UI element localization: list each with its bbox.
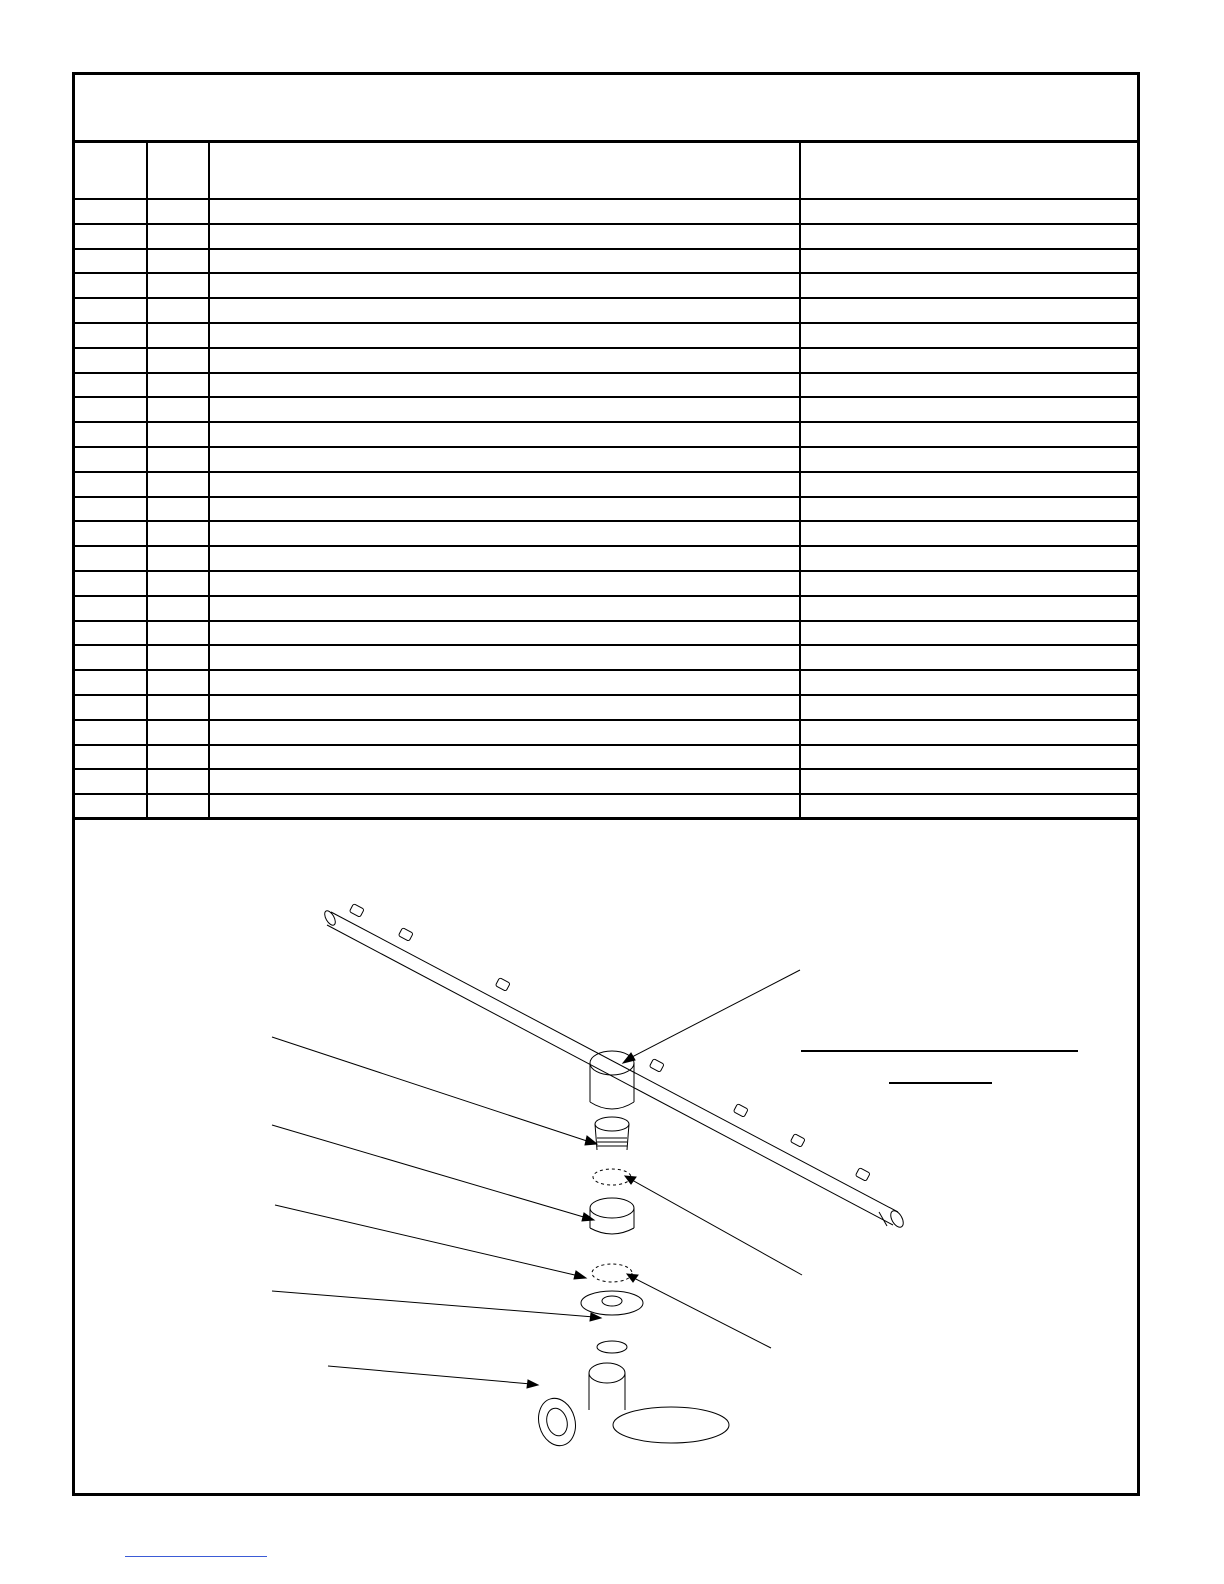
item-cell <box>75 720 147 745</box>
part-number-cell <box>800 621 1137 646</box>
description-cell <box>209 745 800 770</box>
description-cell <box>209 298 800 323</box>
item-cell <box>75 745 147 770</box>
part-number-cell <box>800 224 1137 249</box>
part-number-cell <box>800 249 1137 274</box>
part-number-cell <box>800 199 1137 224</box>
description-cell <box>209 323 800 348</box>
item-cell <box>75 546 147 571</box>
part-number-cell <box>800 670 1137 695</box>
col-header-description <box>209 143 800 199</box>
part-number-cell <box>800 397 1137 422</box>
description-cell <box>209 373 800 398</box>
title-band <box>75 75 1137 143</box>
description-cell <box>209 199 800 224</box>
table-row <box>75 695 1137 720</box>
description-cell <box>209 397 800 422</box>
item-cell <box>75 422 147 447</box>
qty-cell <box>147 794 209 819</box>
description-cell <box>209 645 800 670</box>
description-cell <box>209 224 800 249</box>
item-cell <box>75 769 147 794</box>
table-row <box>75 521 1137 546</box>
qty-cell <box>147 397 209 422</box>
description-cell <box>209 422 800 447</box>
item-cell <box>75 397 147 422</box>
wash-arm-icon <box>323 904 906 1230</box>
col-header-qty <box>147 143 209 199</box>
table-row <box>75 670 1137 695</box>
qty-cell <box>147 596 209 621</box>
part-number-cell <box>800 273 1137 298</box>
table-row <box>75 348 1137 373</box>
item-cell <box>75 472 147 497</box>
manifold-base-icon <box>533 1363 729 1450</box>
parts-list-frame <box>72 72 1140 1496</box>
part-number-cell <box>800 373 1137 398</box>
part-number-cell <box>800 447 1137 472</box>
exploded-diagram <box>75 817 1137 1493</box>
description-cell <box>209 447 800 472</box>
qty-cell <box>147 670 209 695</box>
part-number-cell <box>800 298 1137 323</box>
part-number-cell <box>800 645 1137 670</box>
description-cell <box>209 249 800 274</box>
qty-cell <box>147 249 209 274</box>
description-cell <box>209 769 800 794</box>
item-cell <box>75 273 147 298</box>
table-row <box>75 621 1137 646</box>
qty-cell <box>147 447 209 472</box>
description-cell <box>209 670 800 695</box>
description-cell <box>209 521 800 546</box>
col-header-item <box>75 143 147 199</box>
table-row <box>75 497 1137 522</box>
table-row <box>75 769 1137 794</box>
part-number-cell <box>800 422 1137 447</box>
qty-cell <box>147 621 209 646</box>
description-cell <box>209 571 800 596</box>
item-cell <box>75 224 147 249</box>
table-header-row <box>75 143 1137 199</box>
item-cell <box>75 249 147 274</box>
part-number-cell <box>800 769 1137 794</box>
item-cell <box>75 323 147 348</box>
qty-cell <box>147 273 209 298</box>
qty-cell <box>147 323 209 348</box>
qty-cell <box>147 373 209 398</box>
table-row <box>75 224 1137 249</box>
table-row <box>75 249 1137 274</box>
item-cell <box>75 373 147 398</box>
description-cell <box>209 546 800 571</box>
qty-cell <box>147 521 209 546</box>
part-number-cell <box>800 521 1137 546</box>
description-cell <box>209 596 800 621</box>
table-row <box>75 472 1137 497</box>
qty-cell <box>147 546 209 571</box>
description-cell <box>209 273 800 298</box>
table-row <box>75 546 1137 571</box>
part-number-cell <box>800 695 1137 720</box>
item-cell <box>75 348 147 373</box>
table-row <box>75 323 1137 348</box>
parts-table <box>75 143 1137 820</box>
part-number-cell <box>800 348 1137 373</box>
table-row <box>75 373 1137 398</box>
part-number-cell <box>800 720 1137 745</box>
table-row <box>75 447 1137 472</box>
qty-cell <box>147 472 209 497</box>
qty-cell <box>147 720 209 745</box>
qty-cell <box>147 769 209 794</box>
qty-cell <box>147 571 209 596</box>
qty-cell <box>147 695 209 720</box>
table-row <box>75 794 1137 819</box>
item-cell <box>75 521 147 546</box>
description-cell <box>209 695 800 720</box>
table-row <box>75 397 1137 422</box>
description-cell <box>209 472 800 497</box>
part-number-cell <box>800 472 1137 497</box>
part-number-cell <box>800 794 1137 819</box>
qty-cell <box>147 348 209 373</box>
footer-link[interactable] <box>125 1556 267 1557</box>
qty-cell <box>147 645 209 670</box>
qty-cell <box>147 422 209 447</box>
table-row <box>75 720 1137 745</box>
part-number-cell <box>800 323 1137 348</box>
col-header-part-number <box>800 143 1137 199</box>
item-cell <box>75 794 147 819</box>
description-cell <box>209 720 800 745</box>
item-cell <box>75 497 147 522</box>
item-cell <box>75 447 147 472</box>
description-cell <box>209 621 800 646</box>
part-number-cell <box>800 596 1137 621</box>
part-number-cell <box>800 745 1137 770</box>
table-row <box>75 571 1137 596</box>
table-row <box>75 199 1137 224</box>
table-row <box>75 422 1137 447</box>
qty-cell <box>147 224 209 249</box>
qty-cell <box>147 199 209 224</box>
table-row <box>75 273 1137 298</box>
description-cell <box>209 348 800 373</box>
table-row <box>75 596 1137 621</box>
part-number-cell <box>800 546 1137 571</box>
item-cell <box>75 596 147 621</box>
leader-lines <box>272 970 802 1388</box>
qty-cell <box>147 298 209 323</box>
item-cell <box>75 571 147 596</box>
part-number-cell <box>800 497 1137 522</box>
part-number-cell <box>800 571 1137 596</box>
item-cell <box>75 645 147 670</box>
qty-cell <box>147 745 209 770</box>
item-cell <box>75 621 147 646</box>
table-row <box>75 298 1137 323</box>
table-row <box>75 745 1137 770</box>
item-cell <box>75 695 147 720</box>
item-cell <box>75 199 147 224</box>
wash-arm-assembly-illustration <box>75 820 1137 1490</box>
item-cell <box>75 670 147 695</box>
description-cell <box>209 497 800 522</box>
item-cell <box>75 298 147 323</box>
qty-cell <box>147 497 209 522</box>
table-row <box>75 645 1137 670</box>
description-cell <box>209 794 800 819</box>
